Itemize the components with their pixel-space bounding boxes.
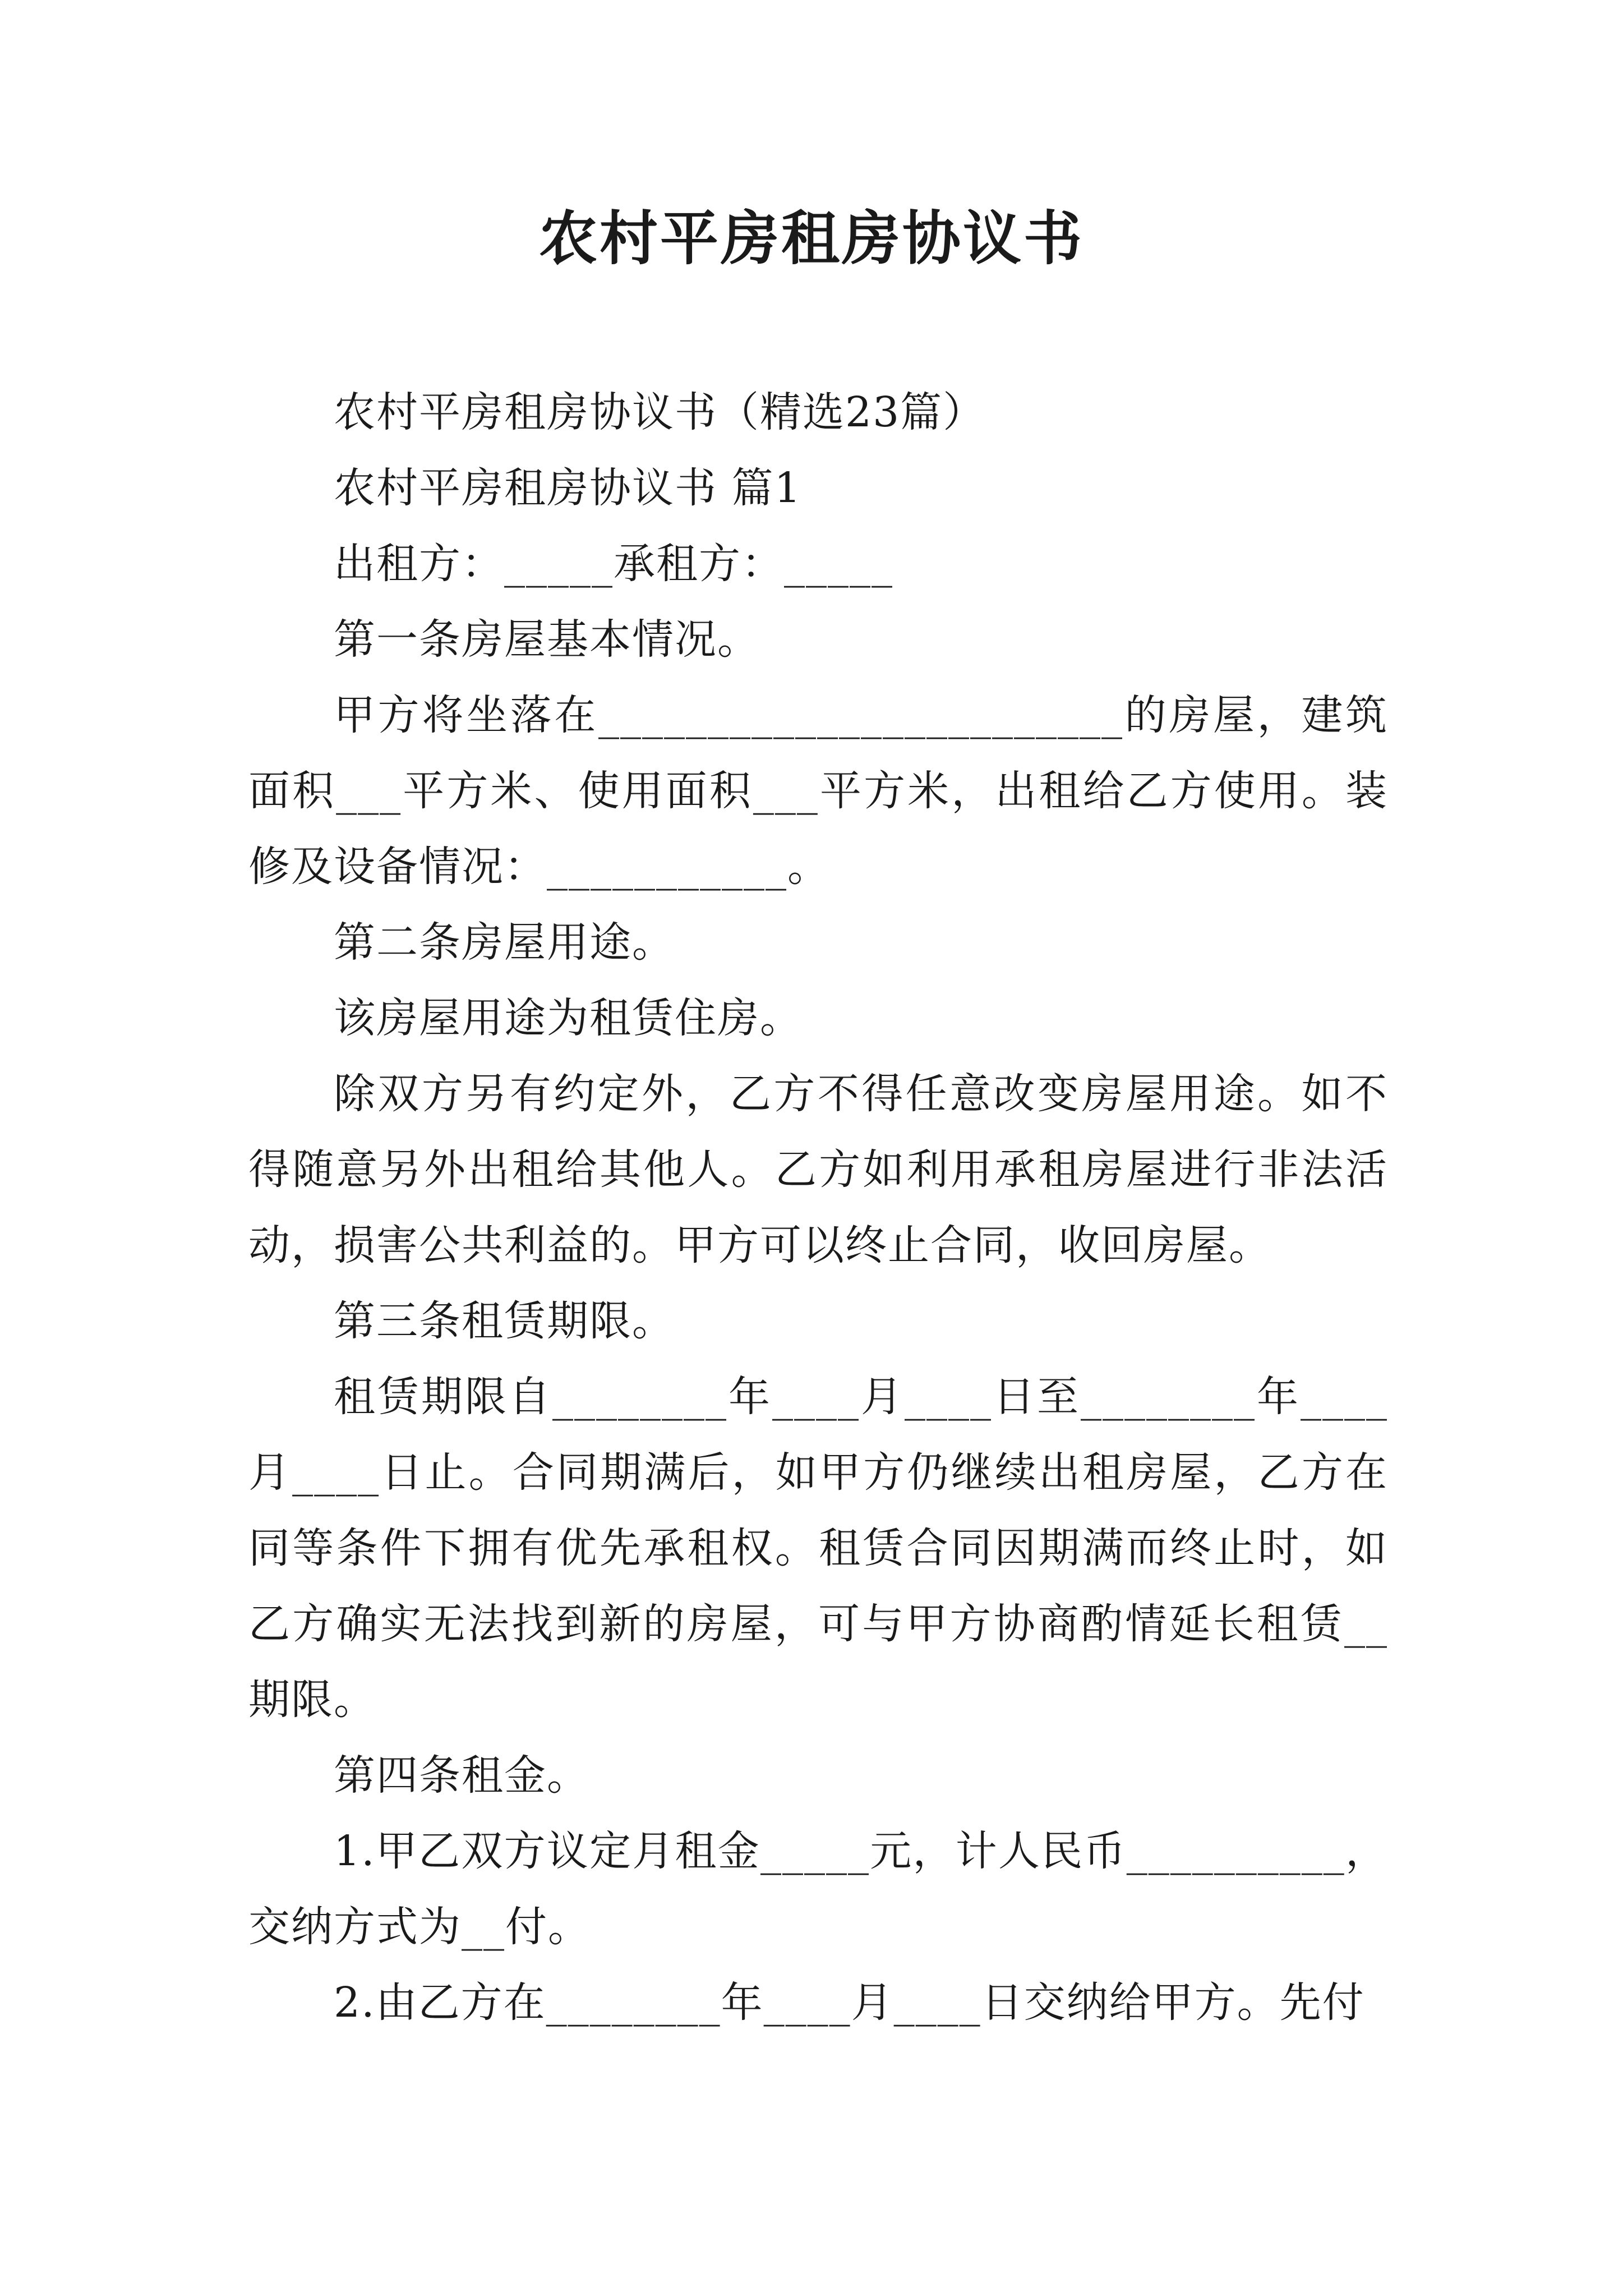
article-heading: 第四条租金。 — [334, 1751, 589, 1800]
body-paragraph: 该房屋用途为租赁住房。 — [334, 994, 803, 1042]
article-heading: 第三条租赁期限。 — [334, 1297, 675, 1345]
body-paragraph: 租赁期限自________年____月____日至________年____月____日止。合同期满后，如甲方仍继续出租房屋，乙方在同等条件下拥有优先承租权。租赁合同因期满而终止时，如乙方确实无法找到新的房屋，可与甲方协商酌情延长租赁__期限。 — [248, 1373, 1388, 1724]
document-body — [248, 375, 1388, 2041]
document-title: 农村平房租房协议书 — [538, 204, 1084, 273]
body-paragraph: 2.由乙方在________年____月____日交纳给甲方。先付 — [334, 1978, 1365, 2027]
body-paragraph: 1.甲乙双方议定月租金_____元，计人民币__________，交纳方式为__付。 — [248, 1827, 1388, 1951]
article-heading: 第二条房屋用途。 — [334, 918, 675, 967]
section-heading: 农村平房租房协议书 篇1 — [334, 464, 802, 512]
body-paragraph: 甲方将坐落在________________________的房屋，建筑面积___平方米、使用面积___平方米，出租给乙方使用。装修及设备情况：___________。 — [248, 691, 1388, 891]
subtitle-paragraph: 农村平房租房协议书（精选23篇） — [334, 388, 986, 436]
parties-line: 出租方：_____承租方：_____ — [334, 540, 893, 588]
article-heading: 第一条房屋基本情况。 — [334, 615, 760, 664]
body-paragraph: 除双方另有约定外，乙方不得任意改变房屋用途。如不得随意另外出租给其他人。乙方如利用承租房屋进行非法活动，损害公共利益的。甲方可以终止合同，收回房屋。 — [248, 1070, 1388, 1269]
